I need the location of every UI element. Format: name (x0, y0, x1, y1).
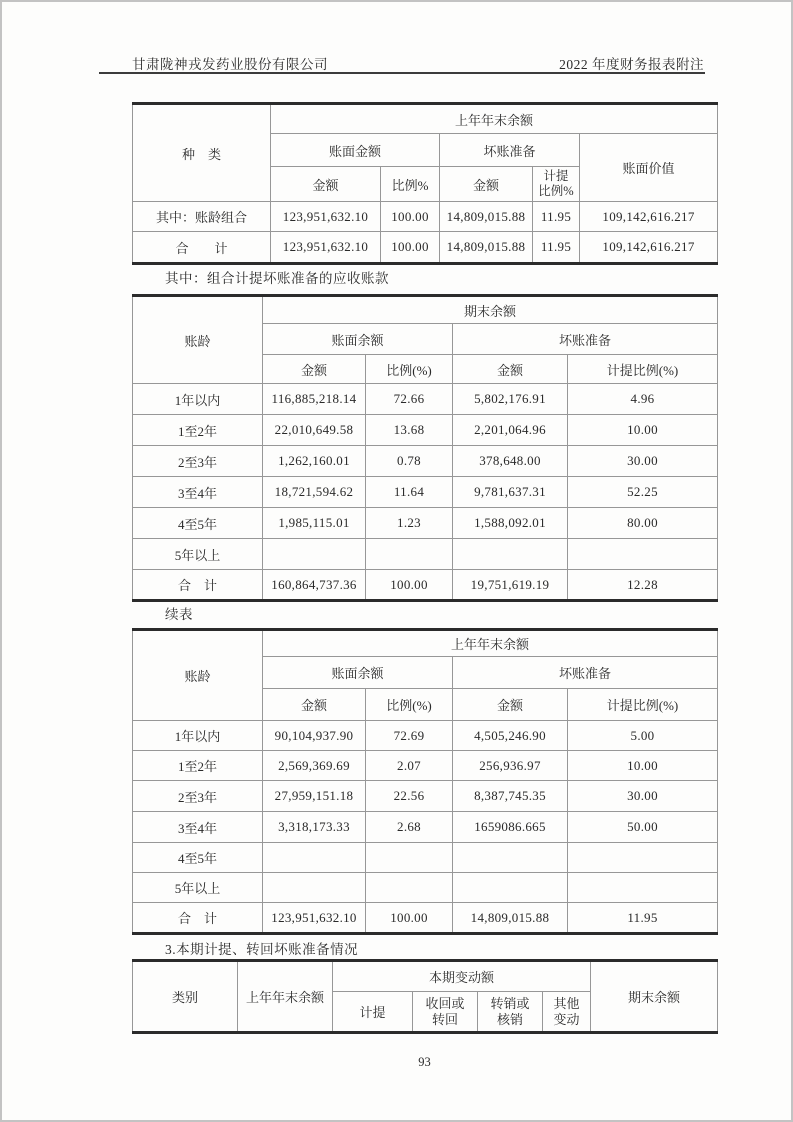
cell-bad-debt-amount: 4,505,246.90 (453, 721, 568, 751)
header-amount: 金额 (263, 689, 366, 721)
cell-aging: 3至4年 (133, 477, 263, 508)
company-name: 甘肃陇神戎发药业股份有限公司 (132, 57, 328, 72)
table-header-row (133, 961, 718, 992)
header-book-balance: 账面余额 (263, 657, 453, 689)
header-provision-ratio: 计提比例(%) (568, 355, 718, 384)
cell-ratio: 72.66 (366, 384, 453, 415)
cell-ratio (366, 539, 453, 570)
cell-aging: 4至5年 (133, 843, 263, 873)
cell-provision-ratio: 30.00 (568, 446, 718, 477)
cell-amount (263, 843, 366, 873)
header-other-changes: 其他 变动 (543, 992, 591, 1033)
cell-provision-ratio: 80.00 (568, 508, 718, 539)
cell-amount (263, 873, 366, 903)
header-bad-debt: 坏账准备 (453, 657, 718, 689)
cell-aging: 2至3年 (133, 446, 263, 477)
cell-aging: 2至3年 (133, 781, 263, 812)
cell-provision-ratio: 4.96 (568, 384, 718, 415)
table-row (133, 843, 718, 873)
header-ratio: 比例(%) (366, 689, 453, 721)
cell-bad-debt-amount: 9,781,637.31 (453, 477, 568, 508)
cell-bad-debt-amount: 19,751,619.19 (453, 570, 568, 601)
cell-amount: 116,885,218.14 (263, 384, 366, 415)
cell-provision-ratio: 30.00 (568, 781, 718, 812)
cell-amount: 123,951,632.10 (271, 202, 381, 232)
prior-year-summary-table (132, 102, 718, 265)
cell-ratio: 13.68 (366, 415, 453, 446)
table-row (133, 446, 718, 477)
cell-bad-debt-amount: 14,809,015.88 (440, 232, 533, 264)
header-period-end-balance: 期末余额 (591, 961, 718, 1033)
cell-bad-debt-amount (453, 539, 568, 570)
cell-bad-debt-amount: 14,809,015.88 (440, 202, 533, 232)
cell-ratio: 100.00 (381, 202, 440, 232)
cell-amount: 3,318,173.33 (263, 812, 366, 843)
header-book-amount: 账面金额 (271, 134, 440, 167)
cell-amount: 18,721,594.62 (263, 477, 366, 508)
header-book-value: 账面价值 (580, 134, 718, 202)
table-row (133, 781, 718, 812)
cell-provision-ratio: 11.95 (533, 202, 580, 232)
header-amount: 金额 (263, 355, 366, 384)
prior-year-aging-table (132, 628, 718, 935)
header-recovered-or-reversed: 收回或 转回 (413, 992, 478, 1033)
note-combination-provision: 其中：组合计提坏账准备的应收账款 (165, 271, 389, 286)
cell-provision-ratio: 10.00 (568, 415, 718, 446)
page-number: 93 (418, 1055, 431, 1069)
header-aging: 账龄 (133, 630, 263, 721)
table-row (133, 751, 718, 781)
header-book-balance: 账面余额 (263, 324, 453, 355)
cell-ratio: 72.69 (366, 721, 453, 751)
header-ratio: 比例% (381, 167, 440, 202)
cell-provision-ratio: 5.00 (568, 721, 718, 751)
table-total-row (133, 570, 718, 601)
header-amount: 金额 (453, 689, 568, 721)
table-total-row (133, 232, 718, 264)
cell-aging: 1至2年 (133, 751, 263, 781)
cell-provision-ratio: 11.95 (568, 903, 718, 934)
header-period-end-balance: 期末余额 (263, 296, 718, 324)
header-amount: 金额 (453, 355, 568, 384)
cell-aging: 4至5年 (133, 508, 263, 539)
cell-category: 合 计 (133, 232, 271, 264)
header-bad-debt: 坏账准备 (440, 134, 580, 167)
header-accrual: 计提 (333, 992, 413, 1033)
cell-aging: 1至2年 (133, 415, 263, 446)
table-header-row (133, 104, 718, 134)
cell-amount: 160,864,737.36 (263, 570, 366, 601)
table-row (133, 812, 718, 843)
cell-ratio (366, 843, 453, 873)
cell-provision-ratio (568, 843, 718, 873)
cell-aging: 5年以上 (133, 873, 263, 903)
cell-amount: 123,951,632.10 (271, 232, 381, 264)
table-total-row (133, 903, 718, 934)
cell-ratio: 11.64 (366, 477, 453, 508)
header-amount: 金额 (271, 167, 381, 202)
table-row (133, 384, 718, 415)
cell-bad-debt-amount: 5,802,176.91 (453, 384, 568, 415)
cell-bad-debt-amount: 1659086.665 (453, 812, 568, 843)
cell-provision-ratio: 12.28 (568, 570, 718, 601)
cell-bad-debt-amount: 1,588,092.01 (453, 508, 568, 539)
cell-bad-debt-amount: 8,387,745.35 (453, 781, 568, 812)
header-type: 种 类 (133, 104, 271, 202)
table-row (133, 415, 718, 446)
cell-ratio: 100.00 (366, 570, 453, 601)
cell-book-value: 109,142,616.217 (580, 202, 718, 232)
cell-provision-ratio: 10.00 (568, 751, 718, 781)
cell-ratio: 22.56 (366, 781, 453, 812)
cell-ratio: 2.07 (366, 751, 453, 781)
table-row (133, 539, 718, 570)
cell-bad-debt-amount: 2,201,064.96 (453, 415, 568, 446)
header-category: 类别 (133, 961, 238, 1033)
table-header-row (133, 630, 718, 657)
cell-provision-ratio: 52.25 (568, 477, 718, 508)
cell-aging: 1年以内 (133, 384, 263, 415)
table-row (133, 477, 718, 508)
cell-ratio (366, 873, 453, 903)
cell-provision-ratio: 11.95 (533, 232, 580, 264)
cell-amount (263, 539, 366, 570)
cell-provision-ratio (568, 873, 718, 903)
cell-ratio: 2.68 (366, 812, 453, 843)
cell-ratio: 100.00 (366, 903, 453, 934)
cell-bad-debt-amount: 378,648.00 (453, 446, 568, 477)
cell-amount: 90,104,937.90 (263, 721, 366, 751)
cell-book-value: 109,142,616.217 (580, 232, 718, 264)
header-provision-ratio: 计提比例(%) (568, 689, 718, 721)
cell-amount: 27,959,151.18 (263, 781, 366, 812)
cell-aging: 1年以内 (133, 721, 263, 751)
cell-aging: 5年以上 (133, 539, 263, 570)
cell-category: 其中：账龄组合 (133, 202, 271, 232)
header-prior-year-balance: 上年年末余额 (238, 961, 333, 1033)
cell-ratio: 1.23 (366, 508, 453, 539)
cell-amount: 1,985,115.01 (263, 508, 366, 539)
cell-aging: 3至4年 (133, 812, 263, 843)
provision-changes-table (132, 959, 718, 1034)
cell-bad-debt-amount: 14,809,015.88 (453, 903, 568, 934)
cell-bad-debt-amount: 256,936.97 (453, 751, 568, 781)
cell-amount: 1,262,160.01 (263, 446, 366, 477)
cell-amount: 123,951,632.10 (263, 903, 366, 934)
table-row (133, 873, 718, 903)
table-row (133, 508, 718, 539)
cell-aging: 合 计 (133, 903, 263, 934)
cell-amount: 22,010,649.58 (263, 415, 366, 446)
table-row (133, 721, 718, 751)
header-transferred-or-written-off: 转销或 核销 (478, 992, 543, 1033)
header-ratio: 比例(%) (366, 355, 453, 384)
note-provision-changes: 3.本期计提、转回坏账准备情况 (165, 942, 359, 957)
cell-aging: 合 计 (133, 570, 263, 601)
cell-ratio: 100.00 (381, 232, 440, 264)
cell-amount: 2,569,369.69 (263, 751, 366, 781)
cell-bad-debt-amount (453, 873, 568, 903)
header-prior-year-balance: 上年年末余额 (271, 104, 718, 134)
table-header-row (133, 296, 718, 324)
cell-bad-debt-amount (453, 843, 568, 873)
header-current-period-changes: 本期变动额 (333, 961, 591, 992)
cell-ratio: 0.78 (366, 446, 453, 477)
continued-table-label: 续表 (165, 607, 193, 622)
header-prior-year-balance: 上年年末余额 (263, 630, 718, 657)
report-title: 2022 年度财务报表附注 (559, 57, 704, 72)
period-end-aging-table (132, 294, 718, 602)
cell-provision-ratio (568, 539, 718, 570)
header-aging: 账龄 (133, 296, 263, 384)
cell-provision-ratio: 50.00 (568, 812, 718, 843)
header-provision-ratio: 计提 比例% (533, 167, 580, 202)
header-rule (99, 72, 705, 74)
header-amount: 金额 (440, 167, 533, 202)
table-row (133, 202, 718, 232)
header-bad-debt: 坏账准备 (453, 324, 718, 355)
